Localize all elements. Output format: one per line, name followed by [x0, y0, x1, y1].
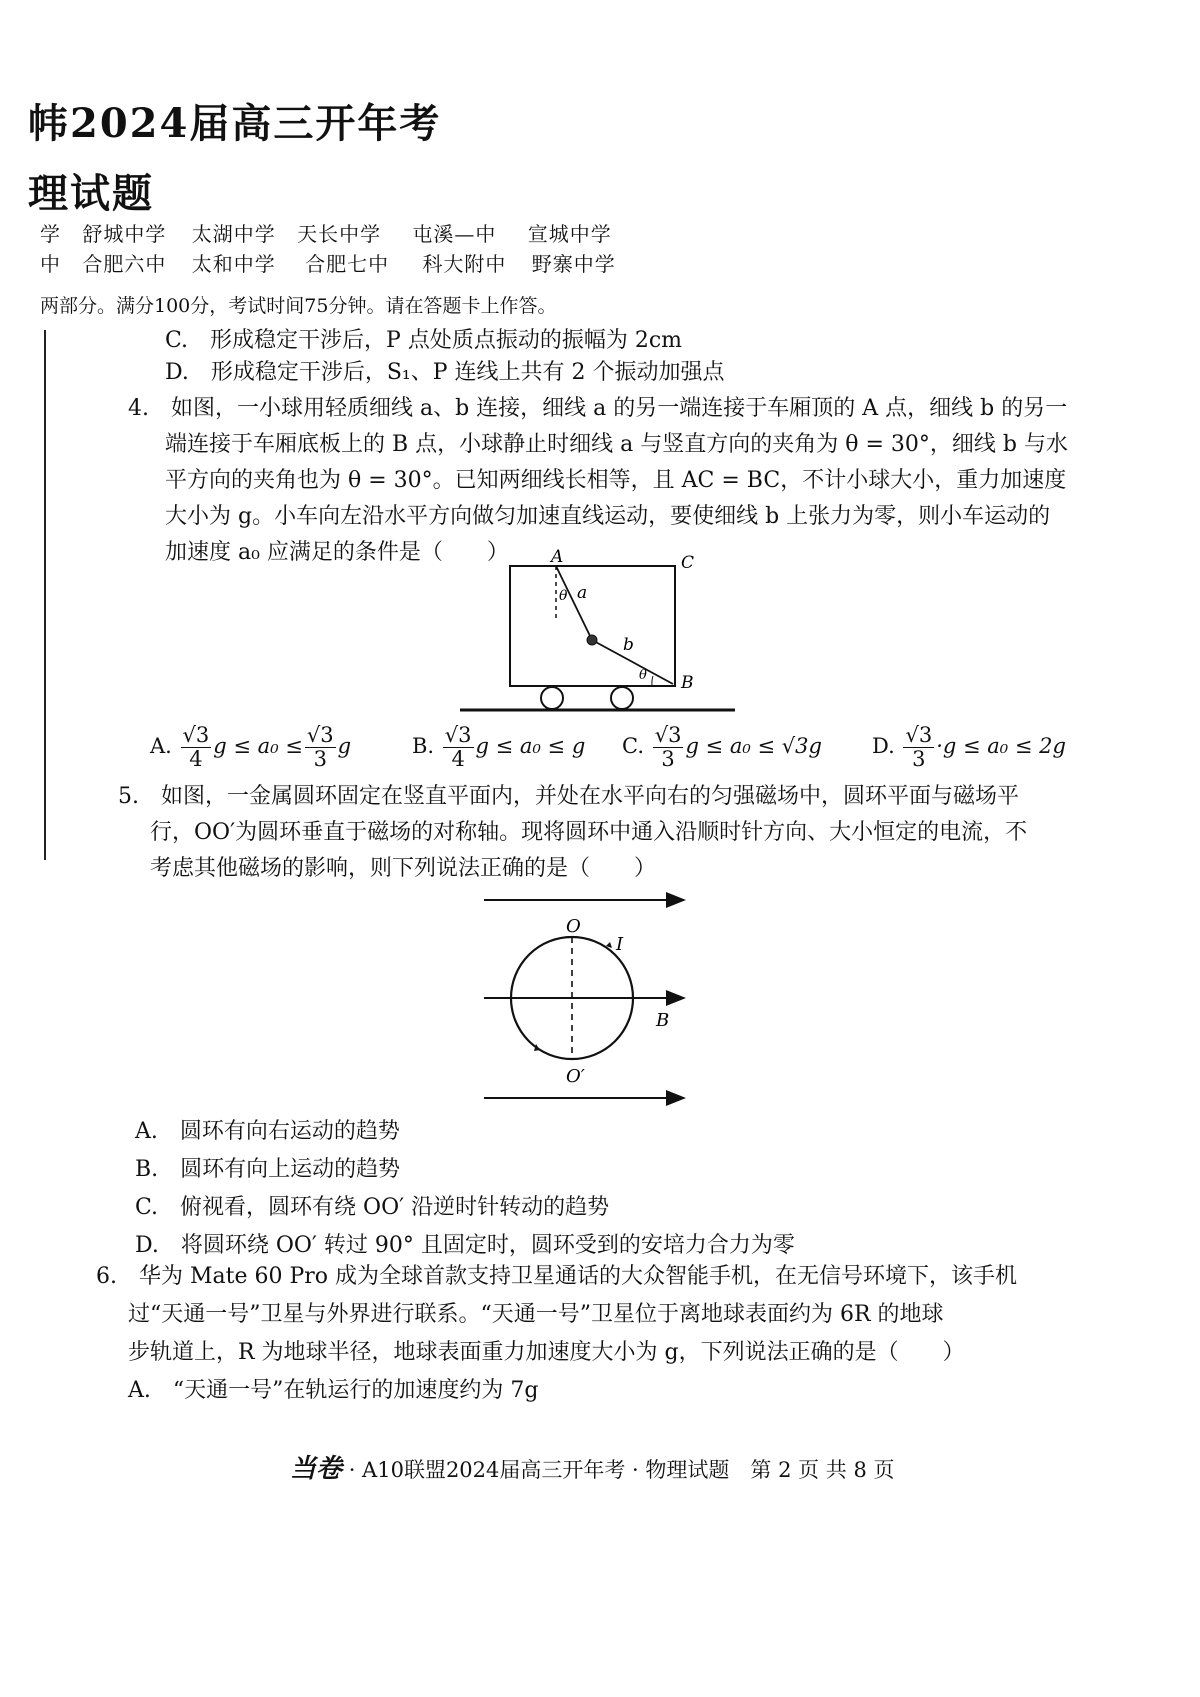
- option-label: B.: [412, 734, 435, 759]
- option-text: g ≤ a₀ ≤ g: [475, 734, 586, 759]
- option-label: D.: [872, 734, 895, 759]
- school-name: 舒城中学: [82, 222, 167, 246]
- label-o-prime: O′: [566, 1066, 585, 1087]
- school-name: 屯溪—中: [412, 222, 497, 246]
- option-text: g ≤ a₀ ≤: [213, 734, 303, 759]
- ring-diagram: [478, 890, 694, 1108]
- frac-den: 4: [451, 747, 465, 772]
- school-name: 太和中学: [191, 252, 276, 276]
- frac-num: √3: [444, 723, 472, 747]
- q5-option-b: B. 圆环有向上运动的趋势: [135, 1157, 401, 1182]
- q4-option-c: [622, 724, 822, 771]
- option-label: A.: [150, 734, 172, 759]
- exam-subtitle: 理试题: [28, 170, 154, 217]
- school-name: 科大附中: [422, 252, 507, 276]
- label-c-point: C: [681, 553, 695, 573]
- ball: [587, 635, 597, 645]
- school-list-row2: [40, 248, 616, 277]
- q4-line-5: 加速度 a₀ 应满足的条件是（ ）: [165, 540, 509, 565]
- label-a-point: A: [551, 548, 564, 567]
- frac-num: √3: [306, 723, 334, 747]
- label-string-a: a: [577, 583, 588, 603]
- q4-option-d: [872, 724, 1066, 771]
- q4-line-3: 平方向的夹角也为 θ = 30°。已知两细线长相等，且 AC = BC，不计小球大小，重力加速度: [165, 468, 1067, 493]
- exam-title: 帏2024届高三开年考: [28, 100, 442, 147]
- wheel-right: [611, 687, 633, 709]
- q3-option-d: D. 形成稳定干涉后，S₁、P 连线上共有 2 个振动加强点: [165, 360, 725, 385]
- publisher-logo: 当卷: [290, 1454, 343, 1484]
- frac-den: 3: [661, 747, 675, 772]
- wheel-left: [541, 687, 563, 709]
- q6-option-a: A. “天通一号”在轨运行的加速度约为 7g: [128, 1378, 539, 1403]
- school-list-row1: [40, 218, 612, 247]
- frac-den: 4: [189, 747, 203, 772]
- frac-num: √3: [182, 723, 210, 747]
- q6-line-1: 6. 华为 Mate 60 Pro 成为全球首款支持卫星通话的大众智能手机，在无信号环境下，该手机: [96, 1264, 1018, 1289]
- school-name: 野寨中学: [531, 252, 616, 276]
- q6-line-2: 过“天通一号”卫星与外界进行联系。“天通一号”卫星位于离地球表面约为 6R 的地球: [128, 1302, 944, 1327]
- q5-option-d: D. 将圆环绕 OO′ 转过 90° 且固定时，圆环受到的安培力合力为零: [135, 1233, 795, 1258]
- footer-text: · A10联盟2024届高三开年考 · 物理试题 第 2 页 共 8 页: [348, 1458, 895, 1482]
- school-name: 天长中学: [297, 222, 382, 246]
- school-name: 合肥六中: [82, 252, 167, 276]
- q5-option-c: C. 俯视看，圆环有绕 OO′ 沿逆时针转动的趋势: [135, 1195, 610, 1220]
- label-current: I: [616, 934, 624, 955]
- q5-line-2: 行，OO′为圆环垂直于磁场的对称轴。现将圆环中通入沿顺时针方向、大小恒定的电流，不: [150, 820, 1028, 845]
- q4-line-4: 大小为 g。小车向左沿水平方向做匀加速直线运动，要使细线 b 上张力为零，则小车运动的: [165, 504, 1051, 529]
- q4-option-b: [412, 724, 585, 771]
- q5-line-3: 考虑其他磁场的影响，则下列说法正确的是（ ）: [150, 856, 657, 881]
- page-footer: [290, 1448, 895, 1485]
- school-name: 合肥七中: [305, 252, 390, 276]
- frac-num: √3: [905, 723, 933, 747]
- school-name: 中: [40, 252, 61, 276]
- school-name: 太湖中学: [191, 222, 276, 246]
- option-text: g: [337, 734, 352, 759]
- option-text: g ≤ a₀ ≤ √3g: [685, 734, 822, 759]
- cart-diagram: [455, 548, 745, 718]
- q5-option-a: A. 圆环有向右运动的趋势: [135, 1119, 400, 1144]
- label-theta-bottom: θ: [639, 668, 647, 683]
- label-o: O: [566, 916, 581, 937]
- cart-body: [510, 566, 675, 686]
- school-name: 学: [40, 222, 61, 246]
- q5-line-1: 5. 如图，一金属圆环固定在竖直平面内，并处在水平向右的匀强磁场中，圆环平面与磁场平: [118, 784, 1019, 809]
- option-text: ·g ≤ a₀ ≤ 2g: [936, 734, 1066, 759]
- label-field-b: B: [656, 1010, 670, 1031]
- label-b-point: B: [681, 673, 694, 693]
- margin-rule: [44, 330, 46, 860]
- exam-instructions: 两部分。满分100分，考试时间75分钟。请在答题卡上作答。: [40, 295, 557, 317]
- q4-line-1: 4. 如图，一小球用轻质细线 a、b 连接，细线 a 的另一端连接于车厢顶的 A 点，细线 b 的另一: [128, 396, 1068, 421]
- frac-num: √3: [654, 723, 682, 747]
- angle-arc: [652, 676, 653, 685]
- q3-option-c: C. 形成稳定干涉后，P 点处质点振动的振幅为 2cm: [165, 328, 683, 353]
- label-theta-top: θ: [559, 588, 568, 604]
- frac-den: 3: [912, 747, 926, 772]
- school-name: 宣城中学: [527, 222, 612, 246]
- label-string-b: b: [623, 635, 634, 655]
- q4-option-a: [150, 724, 351, 771]
- frac-den: 3: [313, 747, 327, 772]
- q6-line-3: 步轨道上，R 为地球半径，地球表面重力加速度大小为 g，下列说法正确的是（ ）: [128, 1340, 965, 1365]
- q4-line-2: 端连接于车厢底板上的 B 点，小球静止时细线 a 与竖直方向的夹角为 θ = 30°，细线 b 与水: [165, 432, 1068, 457]
- option-label: C.: [622, 734, 644, 759]
